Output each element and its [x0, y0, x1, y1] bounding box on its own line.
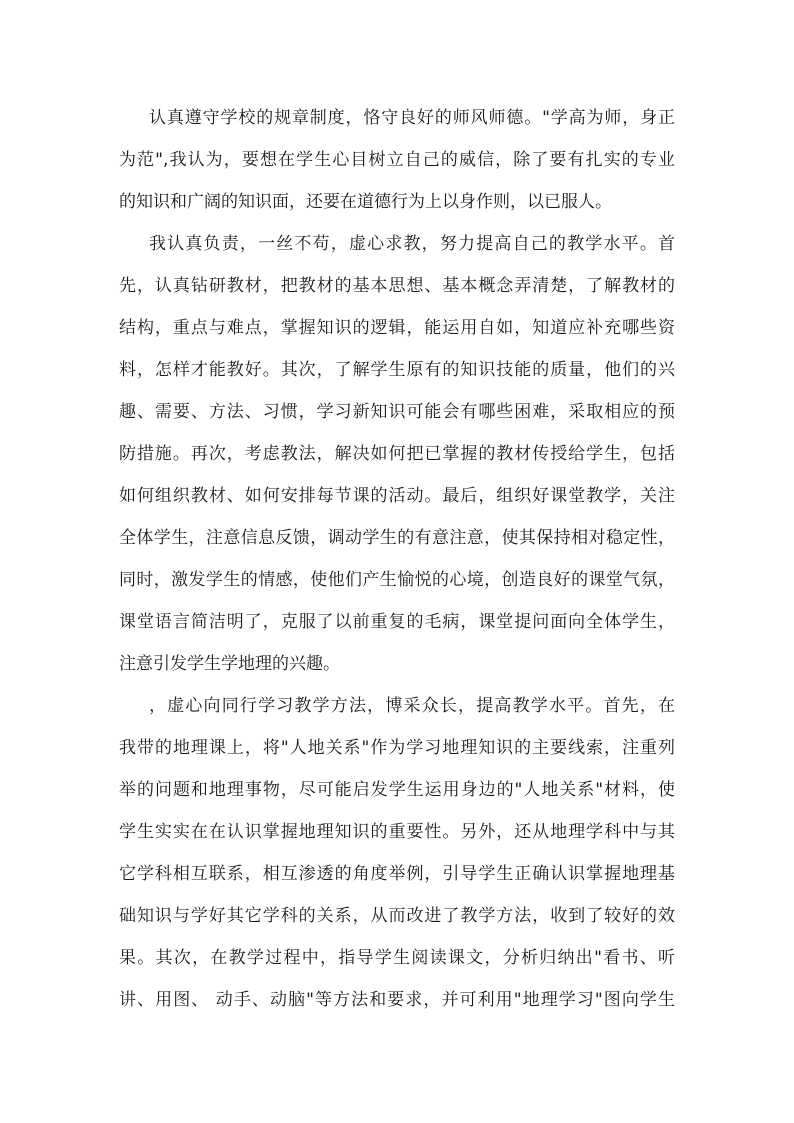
text-line: 趣、需要、方法、习惯，学习新知识可能会有哪些困难，采取相应的预 [119, 402, 675, 422]
text-line: 它学科相互联系，相互渗透的角度举例，引导学生正确认识掌握地理基 [119, 864, 675, 884]
text-line: 我认真负责，一丝不苟，虚心求教，努力提高自己的教学水平。首 [149, 234, 675, 254]
text-line: 举的问题和地理事物，尽可能启发学生运用身边的"人地关系"材料，使 [119, 780, 675, 800]
text-line: 学生实实在在认识掌握地理知识的重要性。另外，还从地理学科中与其 [119, 822, 675, 842]
text-line: 先，认真钻研教材，把教材的基本思想、基本概念弄清楚，了解教材的 [119, 276, 675, 296]
text-line: 注意引发学生学地理的兴趣。 [119, 654, 340, 674]
text-line: 课堂语言简洁明了，克服了以前重复的毛病，课堂提问面向全体学生， [119, 612, 675, 632]
text-line: 我带的地理课上，将"人地关系"作为学习地理知识的主要线索，注重列 [119, 738, 675, 758]
text-line: 如何组织教材、如何安排每节课的活动。最后，组织好课堂教学，关注 [119, 486, 675, 506]
text-line: 果。其次，在教学过程中，指导学生阅读课文，分析归纳出"看书、听 [119, 948, 675, 968]
text-line: 础知识与学好其它学科的关系，从而改进了教学方法，收到了较好的效 [119, 906, 675, 926]
text-line: 认真遵守学校的规章制度，恪守良好的师风师德。"学高为师，身正 [149, 108, 675, 128]
text-line: 全体学生，注意信息反馈，调动学生的有意注意，使其保持相对稳定性， [119, 528, 675, 548]
text-line: 结构，重点与难点，掌握知识的逻辑，能运用自如，知道应补充哪些资 [119, 318, 675, 338]
text-line: 讲、用图、 动手、动脑"等方法和要求，并可利用"地理学习"图向学生 [119, 990, 675, 1010]
text-line: 料，怎样才能教好。其次，了解学生原有的知识技能的质量，他们的兴 [119, 360, 675, 380]
text-line: 的知识和广阔的知识面，还要在道德行为上以身作则，以已服人。 [119, 192, 612, 212]
text-line: 为范",我认为，要想在学生心目树立自己的威信，除了要有扎实的专业 [119, 150, 675, 170]
text-line: 同时，激发学生的情感，使他们产生愉悦的心境，创造良好的课堂气氛， [119, 570, 675, 590]
text-line: 防措施。再次，考虑教法，解决如何把已掌握的教材传授给学生，包括 [119, 444, 675, 464]
text-line: ，虚心向同行学习教学方法，博采众长，提高教学水平。首先，在 [149, 696, 675, 716]
